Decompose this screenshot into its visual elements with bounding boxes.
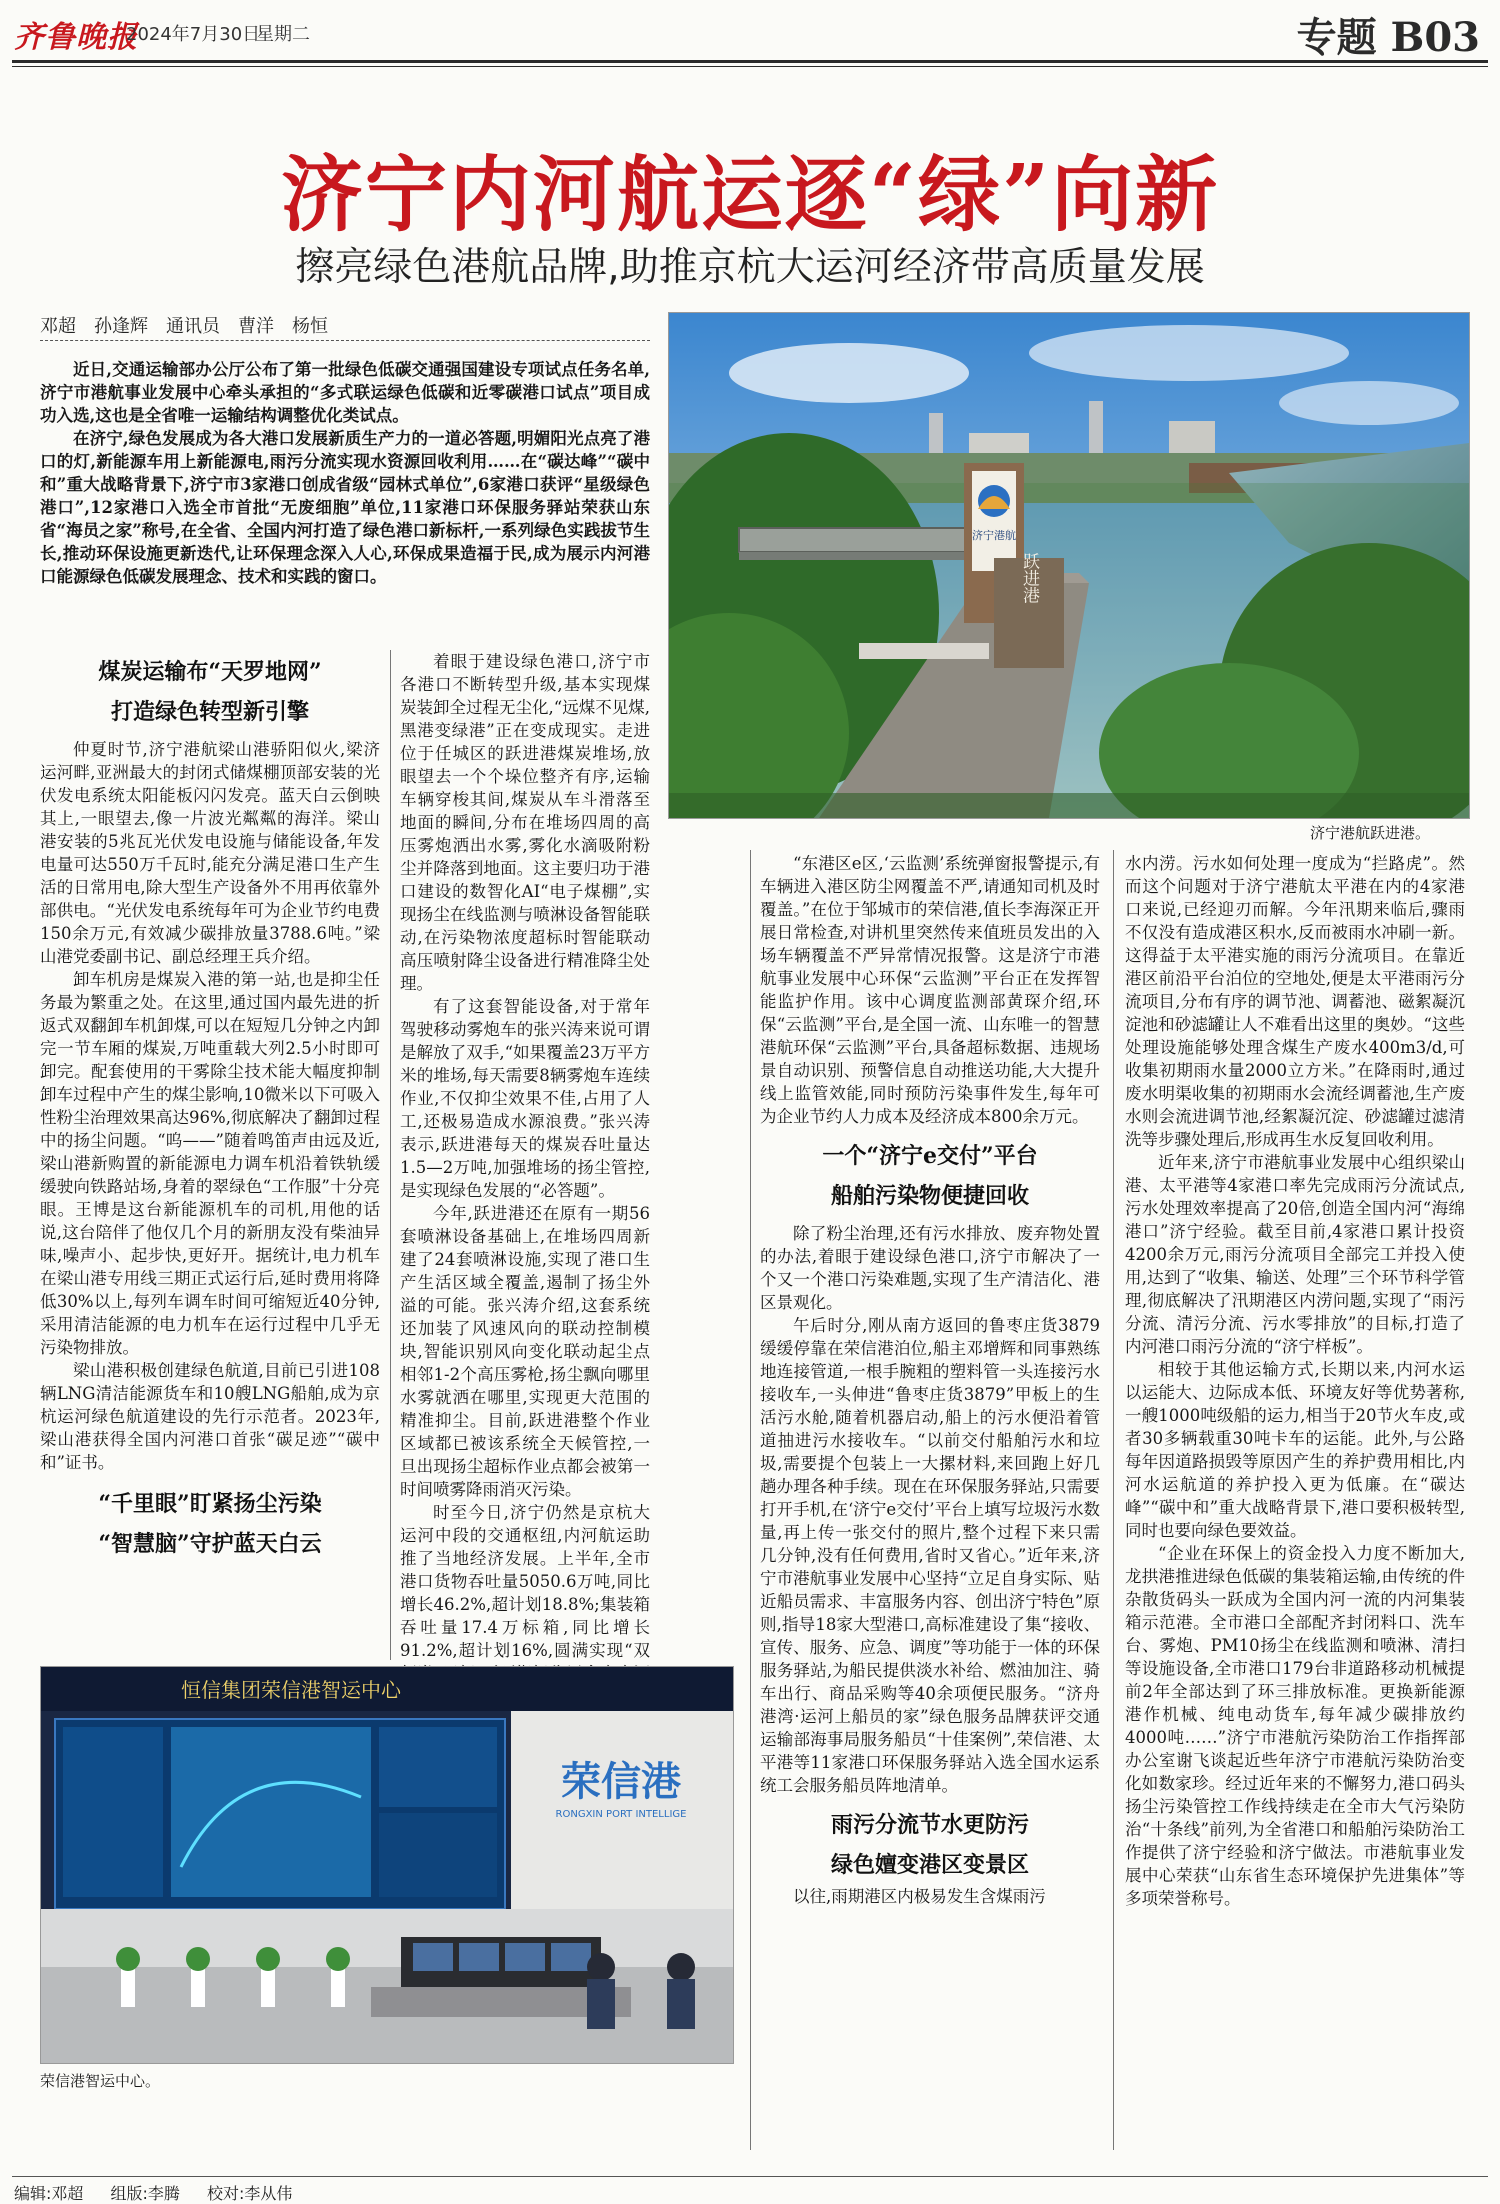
byline-rule xyxy=(40,340,650,341)
heading-line: 雨污分流节水更防污 xyxy=(830,1812,1029,1838)
footer-layout: 组版:李腾 xyxy=(110,2184,180,2203)
masthead-rule xyxy=(12,60,1488,63)
control-logo-en: RONGXIN PORT INTELLIGE xyxy=(555,1809,687,1820)
port-logo-text: 济宁港航 xyxy=(972,529,1016,542)
paragraph: 卸车机房是煤炭入港的第一站,也是抑尘任务最为繁重之处。在这里,通过国内最先进的折返式双翻卸车机卸煤,可以在短短几分钟之内卸完一节车厢的煤炭,万吨重载大列2.5小时即可卸完。配套使用的干雾除尘技术能大幅度抑制卸车过程中产生的煤尘影响,10微米以下可吸入性粉尘治理效果高达96%,彻底解决了翻卸过程中的扬尘问题。“呜——”随着鸣笛声由远及近,梁山港新购置的新能源电力调车机沿着铁轨缓缓驶向铁路站场,身着的翠绿色“工作服”十分亮眼。王博是这台新能源机车的司机,用他的话说,这台陪伴了他仅几个月的新朋友没有柴油异味,噪声小、起步快,更好开。据统计,电力机车在梁山港专用线三期正式运行后,延时费用将降低30%以上,每列车调车时间可缩短近40分钟,采用清洁能源的电力机车在运行过程中几乎无污染物排放。 xyxy=(40,970,380,1357)
section-heading-coal xyxy=(40,652,380,732)
body-text xyxy=(760,1885,1100,1908)
lead-paragraph: 在济宁,绿色发展成为各大港口发展新质生产力的一道必答题,明媚阳光点亮了港口的灯,新能源车用上新能源电,雨污分流实现水资源回收利用……在“碳达峰”“碳中和”重大战略背景下,济宁市3家港口创成省级“园林式单位”,6家港口获评“星级绿色港口”,12家港口入选全市首批“无废细胞”单位,11家港口环保服务驿站荣获山东省“海员之家”称号,在全省、全国内河打造了绿色港口新标杆,一系列绿色实践拔节生长,推动环保设施更新迭代,让环保理念深入人心,环保成果造福于民,成为展示内河港口能源绿色低碳发展理念、技术和实践的窗口。 xyxy=(40,429,650,586)
headline: 济宁内河航运逐“绿”向新 xyxy=(280,147,1220,243)
paragraph: 着眼于建设绿色港口,济宁市各港口不断转型升级,基本实现煤炭装卸全过程无尘化,“远煤不见煤,黑港变绿港”正在变成现实。走进位于任城区的跃进港煤炭堆场,放眼望去一个个垛位整齐有序,运输车辆穿梭其间,煤炭从车斗滑落至地面的瞬间,分布在堆场四周的高压雾炮洒出水雾,雾化水滴吸附粉尘并降落到地面。这主要归功于港口建设的数智化AI“电子煤棚”,实现扬尘在线监测与喷淋设备智能联动,在污染物浓度超标时智能联动高压喷射降尘设备进行精准降尘处理。 xyxy=(400,652,650,993)
port-photo-illustration xyxy=(669,313,1469,818)
control-logo: 荣信港 xyxy=(561,1759,681,1805)
article-column-3 xyxy=(760,852,1100,1908)
port-gate-sign: 跃进港 xyxy=(1019,552,1039,604)
heading-line: 煤炭运输布“天罗地网” xyxy=(98,659,322,685)
footer-proof: 校对:李从伟 xyxy=(207,2184,293,2203)
heading-line: 绿色嬗变港区变景区 xyxy=(830,1852,1029,1878)
section-heading-rain xyxy=(760,1805,1100,1885)
port-photo-caption: 济宁港航跃进港。 xyxy=(1310,824,1431,842)
paragraph: 近年来,济宁市港航事业发展中心组织梁山港、太平港等4家港口率先完成雨污分流试点,污水处理效率提高了20倍,创造全国内河“海绵港口”济宁经验。截至目前,4家港口累计投资4200余万元,雨污分流项目全部完工并投入使用,达到了“收集、输送、处理”三个环节科学管理,彻底解决了汛期港区内涝问题,实现了“雨污分流、清污分流、污水零排放”的目标,打造了内河港口雨污分流的“济宁样板”。 xyxy=(1125,1153,1465,1356)
column-rule xyxy=(390,650,391,1660)
paragraph: 今年,跃进港还在原有一期56套喷淋设备基础上,在堆场四周新建了24套喷淋设施,实现了港口生产生活区域全覆盖,遏制了扬尘外溢的可能。张兴涛介绍,这套系统还加装了风速风向的联动控制模块,智能识别风向变化联动起尘点相邻1-2个高压雾枪,扬尘飘向哪里水雾就洒在哪里,实现更大范围的精准抑尘。目前,跃进港整个作业区域都已被该系统全天候管控,一旦出现扬尘超标作业点都会被第一时间喷雾降雨消灭污染。 xyxy=(400,1204,650,1499)
control-banner: 恒信集团荣信港智运中心 xyxy=(181,1678,401,1702)
masthead xyxy=(0,0,1500,61)
lead-text xyxy=(40,358,650,588)
control-center-photo xyxy=(40,1666,734,2064)
port-photo xyxy=(668,312,1470,819)
lead-paragraph: 近日,交通运输部办公厅公布了第一批绿色低碳交通强国建设专项试点任务名单,济宁市港航事业发展中心牵头承担的“多式联运绿色低碳和近零碳港口试点”项目成功入选,这也是全省唯一运输结构调整优化类试点。 xyxy=(40,360,650,425)
issue-weekday: 星期二 xyxy=(256,24,310,45)
masthead-rule-thin xyxy=(12,66,1488,67)
footer-credits xyxy=(14,2181,314,2204)
column-rule xyxy=(1113,850,1114,2150)
paragraph: 水内涝。污水如何处理一度成为“拦路虎”。然而这个问题对于济宁港航太平港在内的4家港口来说,已经迎刃而解。今年汛期来临后,骤雨不仅没有造成港区积水,反而被雨水冲刷一新。这得益于太平港实施的雨污分流项目。在靠近港区前沿平台泊位的空地处,便是太平港雨污分流项目,分布有序的调节池、调蓄池、磁絮凝沉淀池和砂滤罐让人不难看出这里的奥妙。“这些处理设施能够处理含煤生产废水400m3/d,可收集初期雨水量2000立方米。”在降雨时,通过废水明渠收集的初期雨水会流经调蓄池,生产废水则会流进调节池,经絮凝沉淀、砂滤罐过滤清洗等步骤处理后,形成再生水反复回收利用。 xyxy=(1125,854,1465,1149)
body-text xyxy=(760,1222,1100,1797)
section-heading-dust xyxy=(40,1484,380,1564)
paragraph: 有了这套智能设备,对于常年驾驶移动雾炮车的张兴涛来说可谓是解放了双手,“如果覆盖23万平方米的堆场,每天需要8辆雾炮车连续作业,不仅抑尘效果不佳,占用了人工,还极易造成水源浪费。”张兴涛表示,跃进港每天的煤炭吞吐量达1.5—2万吨,加强堆场的扬尘管控,是实现绿色发展的“必答题”。 xyxy=(400,997,650,1200)
article-column-4 xyxy=(1125,852,1465,1910)
article-column-1 xyxy=(40,652,380,1564)
paragraph: 午后时分,刚从南方返回的鲁枣庄货3879缓缓停靠在荣信港泊位,船主邓增辉和同事熟练地连接管道,一根手腕粗的塑料管一头连接污水接收车,一头伸进“鲁枣庄货3879”甲板上的生活污水舱,随着机器启动,船上的污水便沿着管道抽进污水接收车。“以前交付船舶污水和垃圾,需要提个包装上一大摞材料,来回跑上好几趟办理各种手续。现在在环保服务驿站,只需要打开手机,在‘济宁e交付’平台上填写垃圾污水数量,再上传一张交付的照片,整个过程下来只需几分钟,没有任何费用,省时又省心。”近年来,济宁市港航事业发展中心坚持“立足自身实际、贴近船员需求、丰富服务内容、创出济宁特色”原则,指导18家大型港口,高标准建设了集“接收、宣传、服务、应急、调度”等功能于一体的环保服务驿站,为船民提供淡水补给、燃油加注、骑车出行、商品采购等40余项便民服务。“济舟港湾·运河上船员的家”绿色服务品牌获评交通运输部海事局服务船员“十佳案例”,荣信港、太平港等11家港口环保服务驿站入选全国水运系统工会服务船员阵地清单。 xyxy=(760,1316,1100,1795)
heading-line: 打造绿色转型新引擎 xyxy=(110,699,309,725)
paragraph: 除了粉尘治理,还有污水排放、废弃物处置的办法,着眼于建设绿色港口,济宁市解决了一个又一个港口污染难题,实现了生产清洁化、港区景观化。 xyxy=(760,1224,1100,1312)
paragraph: 梁山港积极创建绿色航道,目前已引进108辆LNG清洁能源货车和10艘LNG船舶,成为京杭运河绿色航道建设的先行示范者。2023年,梁山港获得全国内河港口首张“碳足迹”“碳中和”证书。 xyxy=(40,1361,380,1472)
subheadline: 擦亮绿色港航品牌,助推京杭大运河经济带高质量发展 xyxy=(295,245,1205,290)
control-center-caption: 荣信港智运中心。 xyxy=(40,2072,161,2090)
body-text xyxy=(760,852,1100,1128)
heading-line: “智慧脑”守护蓝天白云 xyxy=(98,1531,322,1557)
paragraph: 以往,雨期港区内极易发生含煤雨污 xyxy=(793,1887,1046,1906)
byline: 邓超 孙逢辉 通讯员 曹洋 杨恒 xyxy=(40,316,328,337)
section-heading-ship xyxy=(760,1136,1100,1216)
control-center-illustration xyxy=(41,1667,733,2063)
heading-line: 船舶污染物便捷回收 xyxy=(830,1183,1029,1209)
issue-date: 2024年7月30日 xyxy=(126,24,261,45)
footer-editor: 编辑:邓超 xyxy=(14,2184,84,2203)
paragraph: 相较于其他运输方式,长期以来,内河水运以运能大、边际成本低、环境友好等优势著称,一艘1000吨级船的运力,相当于20节火车皮,或者30多辆载重30吨卡车的运能。此外,与公路每年因道路损毁等原因产生的养护费用相比,内河水运航道的养护投入更为低廉。在“碳达峰”“碳中和”重大战略背景下,港口要积极转型,同时也要向绿色要效益。 xyxy=(1125,1360,1465,1540)
heading-line: 一个“济宁e交付”平台 xyxy=(822,1143,1038,1169)
page-section: 专题 B03 xyxy=(1296,14,1480,61)
paragraph: “企业在环保上的资金投入力度不断加大,龙拱港推进绿色低碳的集装箱运输,由传统的件杂散货码头一跃成为全国内河一流的内河集装箱示范港。全市港口全部配齐封闭料口、洗车台、雾炮、PM10扬尘在线监测和喷淋、清扫等设施设备,全市港口179台非道路移动机械提前2年全部达到了环三排放标准。更换新能源港作机械、纯电动货车,每年减少碳排放约4000吨……”济宁市港航污染防治工作指挥部办公室谢飞谈起近些年济宁市港航污染防治变化如数家珍。经过近年来的不懈努力,港口码头扬尘污染管控工作线持续走在全市大气污染防治“十条线”前列,为全省港口和船舶污染防治工作提供了济宁经验和济宁做法。市港航事业发展中心荣获“山东省生态环境保护先进集体”等多项荣誉称号。 xyxy=(1125,1544,1465,1908)
paragraph: 仲夏时节,济宁港航梁山港骄阳似火,梁济运河畔,亚洲最大的封闭式储煤棚顶部安装的光伏发电系统太阳能板闪闪发亮。蓝天白云倒映其上,一眼望去,像一片波光粼粼的海洋。梁山港安装的5兆瓦光伏发电设施与储能设备,年发电量可达550万千瓦时,能充分满足港口生产生活的日常用电,除大型生产设备外不用再依靠外部供电。“光伏发电系统每年可为企业节约电费150余万元,有效减少碳排放量3788.6吨。”梁山港党委副书记、副总经理王兵介绍。 xyxy=(40,740,380,966)
column-rule xyxy=(750,850,751,2150)
heading-line: “千里眼”盯紧扬尘污染 xyxy=(98,1491,322,1517)
article-column-2 xyxy=(400,650,650,1777)
footer-rule xyxy=(12,2176,1488,2177)
paragraph: 时至今日,济宁仍然是京杭大运河中段的交通枢纽,内河航运助推了当地经济发展。上半年,全市港口货物吞吐量5050.6万吨,同比增长46.2%,超计划18.8%;集装箱吞吐量17.4万标箱,同比增长91.2%,超计划16%,圆满实现“双 xyxy=(400,1503,650,1660)
paragraph: “东港区e区,‘云监测’系统弹窗报警提示,有车辆进入港区防尘网覆盖不严,请通知司机及时覆盖。”在位于邹城市的荣信港,值长李海深正开展日常检查,对讲机里突然传来值班员发出的入场车辆覆盖不严异常情况报警。这是济宁市港航事业发展中心环保“云监测”平台正在发挥智能监护作用。该中心调度监测部黄琛介绍,环保“云监测”平台,是全国一流、山东唯一的智慧港航环保“云监测”平台,具备超标数据、违规场景自动识别、预警信息自动推送功能,大大提升线上监管效能,同时预防污染事件发生,每年可为企业节约人力成本及经济成本800余万元。 xyxy=(760,854,1100,1126)
newspaper-brand: 齐鲁晚报 xyxy=(14,20,138,55)
body-text xyxy=(40,738,380,1474)
